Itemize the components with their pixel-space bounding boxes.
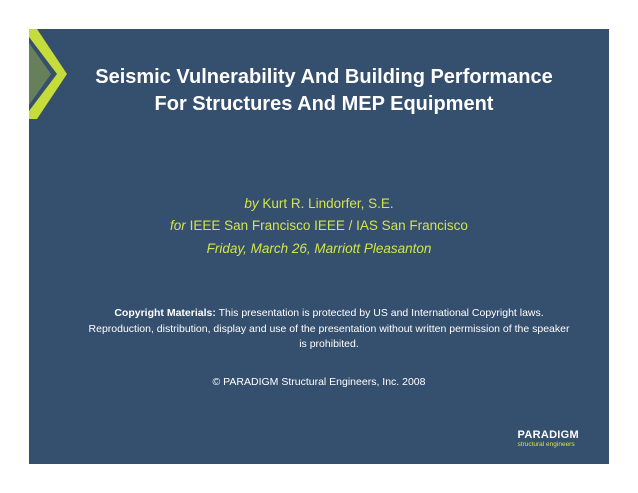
byline-author: [29, 196, 609, 212]
chevron-decoration-icon: [29, 29, 71, 119]
audience-name: IEEE San Francisco IEEE / IAS San Francisco: [189, 218, 468, 233]
author-name: Kurt R. Lindorfer, S.E.: [262, 196, 394, 211]
date-location: Friday, March 26, Marriott Pleasanton: [206, 241, 432, 256]
paradigm-logo: [518, 429, 579, 449]
byline-audience: [29, 218, 609, 234]
title-slide: [29, 29, 609, 464]
byline-date-location: [29, 241, 609, 257]
copyright-text: This presentation is protected by US and International Copyright laws. Reproduction, distribution, display and use of the presentation without written permission of the speaker is prohibited.: [88, 307, 570, 350]
for-label: for: [170, 218, 186, 233]
logo-tagline: structural engineers: [517, 441, 575, 448]
copyright-label: Copyright Materials:: [114, 307, 216, 319]
by-label: by: [244, 196, 259, 211]
copyright-notice: [87, 306, 571, 353]
slide-title: Seismic Vulnerability And Building Performance For Structures And MEP Equipment: [95, 66, 553, 115]
company-copyright-line: © PARADIGM Structural Engineers, Inc. 2008: [212, 376, 426, 388]
logo-wordmark: PARADIGM: [517, 429, 579, 441]
